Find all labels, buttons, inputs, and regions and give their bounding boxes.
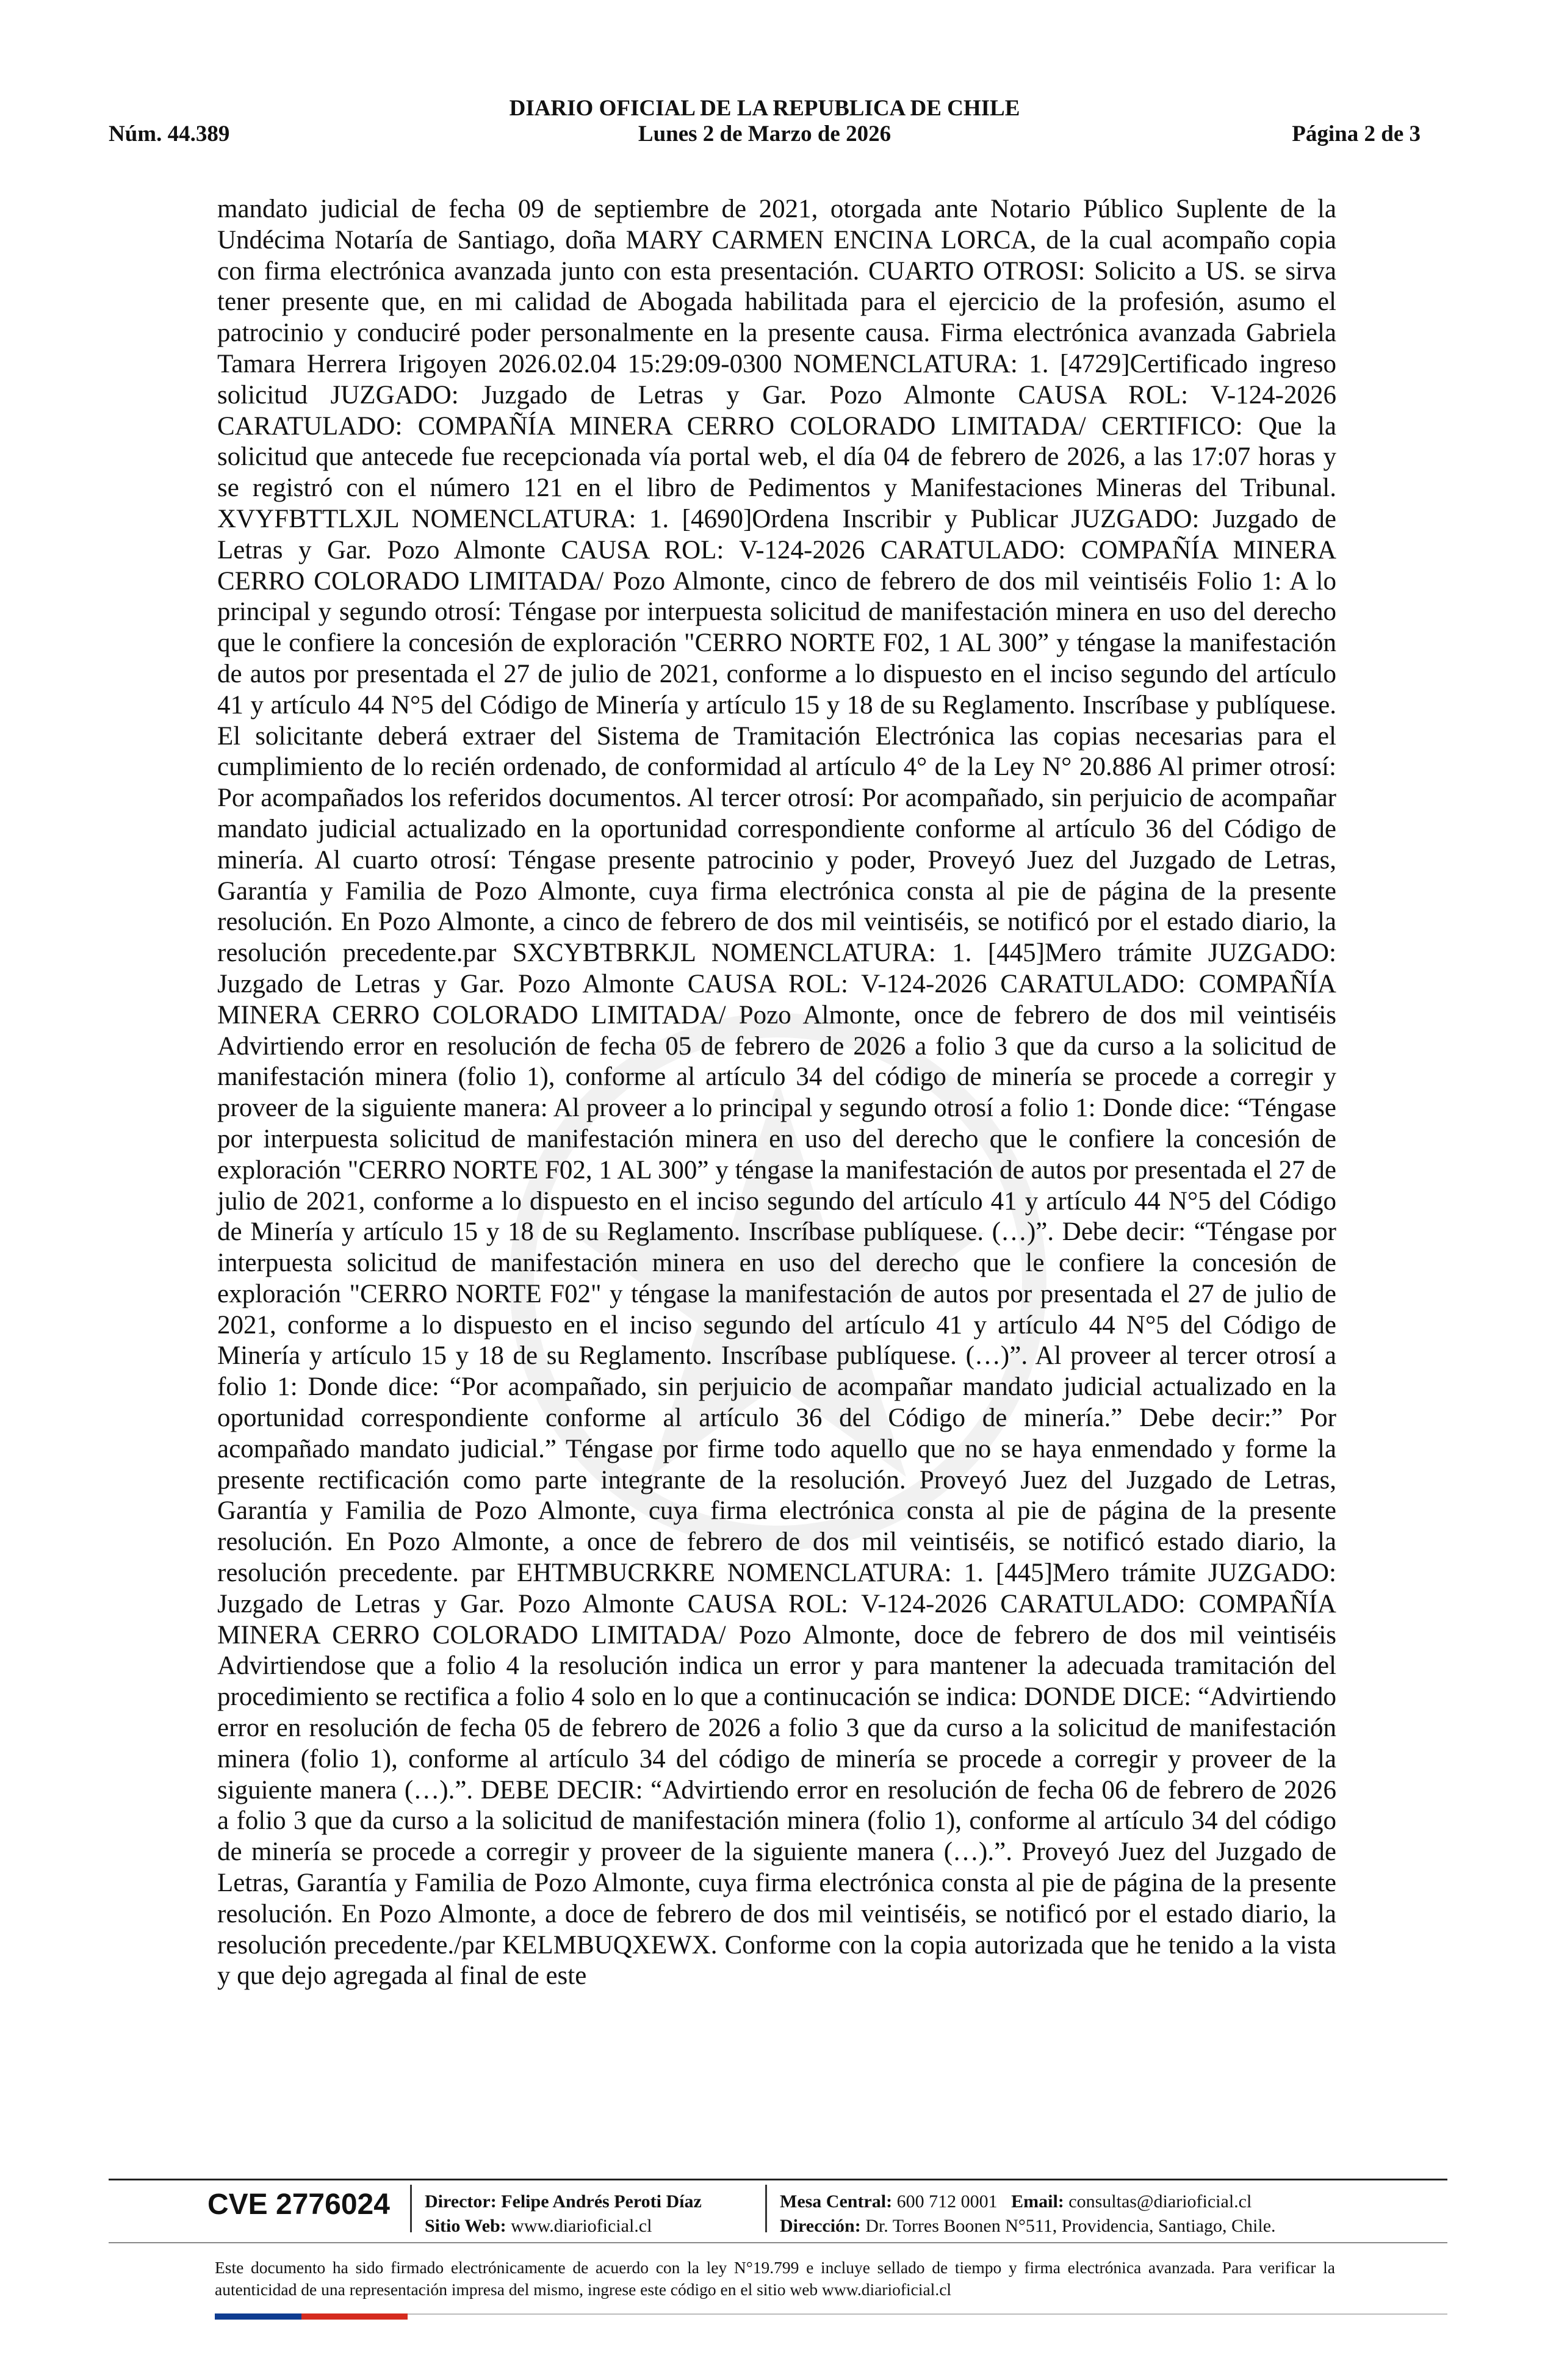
email-link[interactable]: consultas@diarioficial.cl <box>1068 2191 1252 2212</box>
newspaper-title: DIARIO OFICIAL DE LA REPUBLICA DE CHILE <box>509 96 1020 121</box>
footer-director-block <box>425 2190 702 2238</box>
footer-divider <box>410 2185 412 2232</box>
flag-blue-segment <box>215 2313 301 2320</box>
address-label: Dirección: <box>780 2216 861 2236</box>
director-name: Felipe Andrés Peroti Díaz <box>501 2191 702 2212</box>
phone-label: Mesa Central: <box>780 2191 893 2212</box>
legal-notice: Este documento ha sido firmado electrónicamente de acuerdo con la ley N°19.799 e incluye sellado de tiempo y firma electrónica avanzada. Para verificar la autenticidad de una representación impresa del mismo, ingrese este código en el sitio web www.diarioficial.cl <box>215 2258 1335 2299</box>
website-label: Sitio Web: <box>425 2216 506 2236</box>
website-link[interactable]: www.diarioficial.cl <box>511 2216 652 2236</box>
footer-bottom-rule <box>408 2313 1447 2315</box>
body-paragraph: mandato judicial de fecha 09 de septiembre de 2021, otorgada ante Notario Público Suplente de la Undécima Notaría de Santiago, doña MARY CARMEN ENCINA LORCA, de la cual acompaño copia con firma electrónica avanzada junto con esta presentación. CUARTO OTROSI: Solicito a US. se sirva tener presente que, en mi calidad de Abogada habilitada para el ejercicio de la profesión, asumo el patrocinio y conduciré poder personalmente en la presente causa. Firma electrónica avanzada Gabriela Tamara Herrera Irigoyen 2026.02.04 15:29:09-0300 NOMENCLATURA: 1. [4729]Certificado ingreso solicitud JUZGADO: Juzgado de Letras y Gar. Pozo Almonte CAUSA ROL: V-124-2026 CARATULADO: COMPAÑÍA MINERA CERRO COLORADO LIMITADA/ CERTIFICO: Que la solicitud que antecede fue recepcionada vía portal web, el día 04 de febrero de 2026, a las 17:07 horas y se registró con el número 121 en el libro de Pedimentos y Manifestaciones Mineras del Tribunal. XVYFBTTLXJL NOMENCLATURA: 1. [4690]Ordena Inscribir y Publicar JUZGADO: Juzgado de Letras y Gar. Pozo Almonte CAUSA ROL: V-124-2026 CARATULADO: COMPAÑÍA MINERA CERRO COLORADO LIMITADA/ Pozo Almonte, cinco de febrero de dos mil veintiséis Folio 1: A lo principal y segundo otrosí: Téngase por interpuesta solicitud de manifestación minera en uso del derecho que le confiere la concesión de exploración "CERRO NORTE F02, 1 AL 300” y téngase la manifestación de autos por presentada el 27 de julio de 2021, conforme a lo dispuesto en el inciso segundo del artículo 41 y artículo 44 N°5 del Código de Minería y artículo 15 y 18 de su Reglamento. Inscríbase y publíquese. El solicitante deberá extraer del Sistema de Tramitación Electrónica las copias necesarias para el cumplimiento de lo recién ordenado, de conformidad al artículo 4° de la Ley N° 20.886 Al primer otrosí: Por acompañados los referidos documentos. Al tercer otrosí: Por acompañado, sin perjuicio de acompañar mandato judicial actualizado en la oportunidad correspondiente conforme al artículo 36 del Código de minería. Al cuarto otrosí: Téngase presente patrocinio y poder, Proveyó Juez del Juzgado de Letras, Garantía y Familia de Pozo Almonte, cuya firma electrónica consta al pie de página de la presente resolución. En Pozo Almonte, a cinco de febrero de dos mil veintiséis, se notificó por el estado diario, la resolución precedente.par SXCYBTBRKJL NOMENCLATURA: 1. [445]Mero trámite JUZGADO: Juzgado de Letras y Gar. Pozo Almonte CAUSA ROL: V-124-2026 CARATULADO: COMPAÑÍA MINERA CERRO COLORADO LIMITADA/ Pozo Almonte, once de febrero de dos mil veintiséis Advirtiendo error en resolución de fecha 05 de febrero de 2026 a folio 3 que da curso a la solicitud de manifestación minera (folio 1), conforme al artículo 34 del código de minería se procede a corregir y proveer de la siguiente manera: Al proveer a lo principal y segundo otrosí a folio 1: Donde dice: “Téngase por interpuesta solicitud de manifestación minera en uso del derecho que le confiere la concesión de exploración "CERRO NORTE F02, 1 AL 300” y téngase la manifestación de autos por presentada el 27 de julio de 2021, conforme a lo dispuesto en el inciso segundo del artículo 41 y artículo 44 N°5 del Código de Minería y artículo 15 y 18 de su Reglamento. Inscríbase publíquese. (…)”. Debe decir: “Téngase por interpuesta solicitud de manifestación minera en uso del derecho que le confiere la concesión de exploración "CERRO NORTE F02" y téngase la manifestación de autos por presentada el 27 de julio de 2021, conforme a lo dispuesto en el inciso segundo del artículo 41 y artículo 44 N°5 del Código de Minería y artículo 15 y 18 de su Reglamento. Inscríbase publíquese. (…)”. Al proveer al tercer otrosí a folio 1: Donde dice: “Por acompañado, sin perjuicio de acompañar mandato judicial actualizado en la oportunidad correspondiente conforme al artículo 36 del Código de minería.” Debe decir:” Por acompañado mandato judicial.” Téngase por firme todo aquello que no se haya enmendado y forme la presente rectificación como parte integrante de la resolución. Proveyó Juez del Juzgado de Letras, Garantía y Familia de Pozo Almonte, cuya firma electrónica consta al pie de página de la presente resolución. En Pozo Almonte, a once de febrero de dos mil veintiséis, se notificó estado diario, la resolución precedente. par EHTMBUCRKRE NOMENCLATURA: 1. [445]Mero trámite JUZGADO: Juzgado de Letras y Gar. Pozo Almonte CAUSA ROL: V-124-2026 CARATULADO: COMPAÑÍA MINERA CERRO COLORADO LIMITADA/ Pozo Almonte, doce de febrero de dos mil veintiséis Advirtiendose que a folio 4 la resolución indica un error y para mantener la adecuada tramitación del procedimiento se rectifica a folio 4 solo en lo que a continucación se indica: DONDE DICE: “Advirtiendo error en resolución de fecha 05 de febrero de 2026 a folio 3 que da curso a la solicitud de manifestación minera (folio 1), conforme al artículo 34 del código de minería se procede a corregir y proveer de la siguiente manera (…).”. DEBE DECIR: “Advirtiendo error en resolución de fecha 06 de febrero de 2026 a folio 3 que da curso a la solicitud de manifestación minera (folio 1), conforme al artículo 34 del código de minería se procede a corregir y proveer de la siguiente manera (…).”. Proveyó Juez del Juzgado de Letras, Garantía y Familia de Pozo Almonte, cuya firma electrónica consta al pie de página de la presente resolución. En Pozo Almonte, a doce de febrero de dos mil veintiséis, se notificó por el estado diario, la resolución precedente./par KELMBUQXEWX. Conforme con la copia autorizada que he tenido a la vista y que dejo agregada al final de este <box>217 195 1336 1991</box>
flag-red-segment <box>301 2313 408 2320</box>
page-header <box>109 92 1421 153</box>
footer-contact-block <box>780 2190 1276 2238</box>
cve-code: CVE 2776024 <box>207 2188 390 2221</box>
document-body <box>217 194 1336 1992</box>
issue-date: Lunes 2 de Marzo de 2026 <box>638 121 891 146</box>
footer-divider <box>765 2185 767 2232</box>
director-label: Director: <box>425 2191 497 2212</box>
issue-number: Núm. 44.389 <box>109 121 230 146</box>
chile-flag-stripe <box>215 2313 408 2320</box>
phone-number: 600 712 0001 <box>896 2191 998 2212</box>
footer-top-rule <box>109 2179 1447 2180</box>
footer-middle-rule <box>109 2242 1447 2243</box>
page-indicator: Página 2 de 3 <box>1292 121 1421 146</box>
email-label: Email: <box>1011 2191 1064 2212</box>
address-text: Dr. Torres Boonen N°511, Providencia, Santiago, Chile. <box>865 2216 1276 2236</box>
